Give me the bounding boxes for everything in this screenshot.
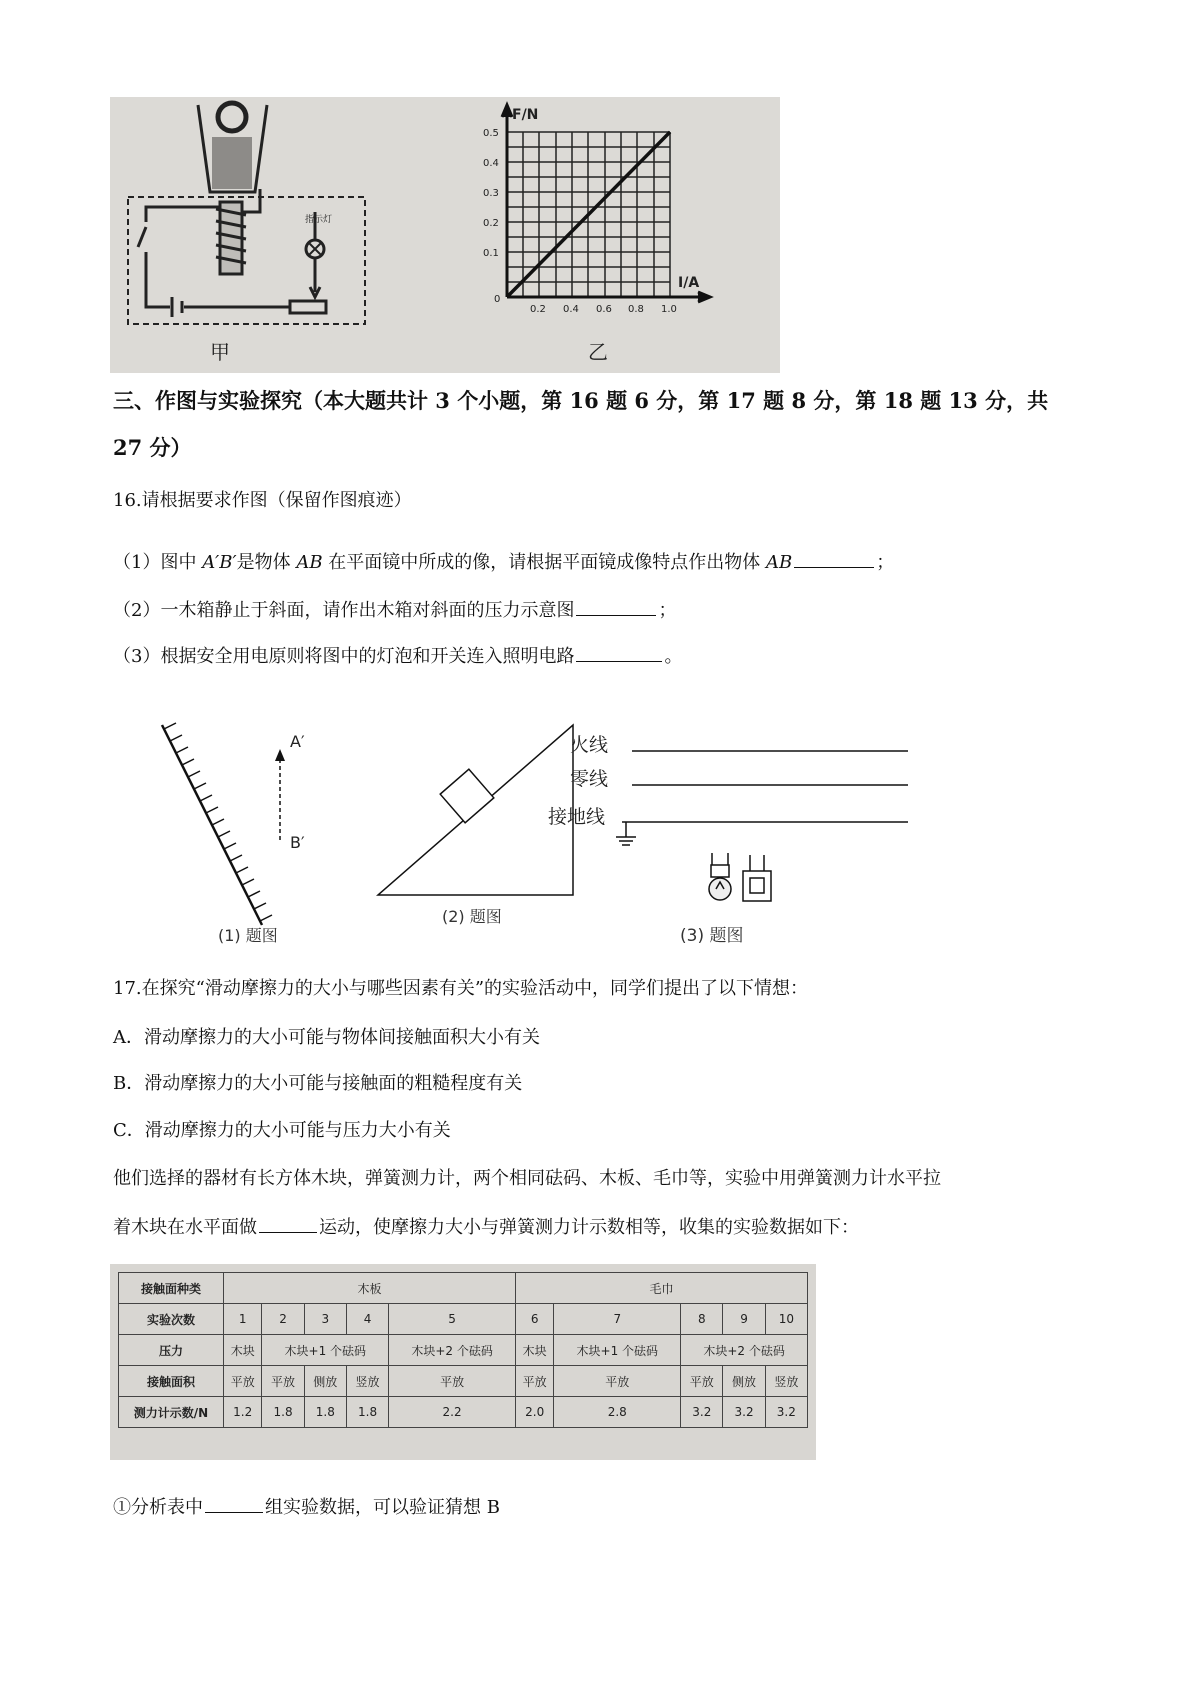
- x-tick: 0.2: [530, 304, 546, 315]
- circuit-figure: [616, 751, 908, 901]
- table-row: [119, 1397, 808, 1428]
- table-cell: 1.8: [262, 1397, 304, 1428]
- table-cell: 木块: [515, 1335, 553, 1366]
- table-cell: 10: [765, 1304, 807, 1335]
- row-header: 压力: [119, 1335, 224, 1366]
- label-a-prime: A′: [290, 732, 305, 751]
- section3-heading-line2: 27 分）: [113, 435, 192, 460]
- x-axis-label: I/A: [678, 275, 700, 291]
- bulb-icon: [709, 853, 731, 900]
- y-tick: 0.1: [483, 248, 499, 259]
- caption-fig3: (3) 题图: [680, 926, 744, 946]
- table-cell: 2.0: [515, 1397, 553, 1428]
- q16-part1: [113, 549, 894, 574]
- table-cell: 竖放: [346, 1366, 388, 1397]
- x-tick: 1.0: [661, 304, 677, 315]
- table-cell: 5: [389, 1304, 516, 1335]
- q16-part2-end: ；: [658, 600, 677, 621]
- incline-figure: [378, 725, 573, 900]
- table-cell: 8: [681, 1304, 723, 1335]
- label-yi: 乙: [588, 340, 608, 364]
- q16-stem: 16.请根据要求作图（保留作图痕迹）: [113, 490, 412, 511]
- q16-part3-text: （3）根据安全用电原则将图中的灯泡和开关连入照明电路: [113, 646, 575, 667]
- caption-fig1: (1) 题图: [218, 926, 278, 945]
- table-cell: 2.2: [389, 1397, 516, 1428]
- table-cell: 1.8: [304, 1397, 346, 1428]
- label-ground-wire: 接地线: [548, 806, 606, 828]
- table-cell: 木块+1 个砝码: [554, 1335, 681, 1366]
- q17-stem: 17.在探究“滑动摩擦力的大小与哪些因素有关”的实验活动中，同学们提出了以下情想：: [113, 978, 809, 999]
- table-cell: 6: [515, 1304, 553, 1335]
- table-cell: 3.2: [723, 1397, 765, 1428]
- x-tick: 0.6: [596, 304, 612, 315]
- table-cell: 木板: [224, 1273, 516, 1304]
- answer-blank[interactable]: [205, 1494, 263, 1513]
- caption-fig2: (2) 题图: [442, 907, 502, 926]
- y-tick: 0.3: [483, 188, 499, 199]
- q17-subquestion-1: [113, 1494, 500, 1519]
- table-cell: 木块: [224, 1335, 262, 1366]
- q17-sub1-text-b: 组实验数据，可以验证猜想 B: [265, 1497, 500, 1518]
- x-tick: 0.8: [628, 304, 644, 315]
- y-axis-label: F/N: [512, 107, 539, 123]
- table-cell: 侧放: [723, 1366, 765, 1397]
- figure-electromagnet-svg: [110, 97, 780, 373]
- table-cell: 竖放: [765, 1366, 807, 1397]
- circuit-jia: [128, 103, 365, 324]
- y-tick: 0.5: [483, 128, 499, 139]
- table-cell: 4: [346, 1304, 388, 1335]
- q16-object-label-2: AB: [766, 552, 793, 573]
- q17-option-a: A．滑动摩擦力的大小可能与物体间接触面积大小有关: [113, 1027, 540, 1048]
- table-cell: 木块+2 个砝码: [389, 1335, 516, 1366]
- data-table: [118, 1272, 808, 1428]
- table-cell: 1.2: [224, 1397, 262, 1428]
- q17-p2-text-b: 运动，使摩擦力大小与弹簧测力计示数相等，收集的实验数据如下：: [319, 1217, 859, 1238]
- q16-part1-end: ；: [876, 552, 895, 573]
- row-header: 接触面积: [119, 1366, 224, 1397]
- q16-part1-text-b: 是物体: [236, 552, 297, 573]
- y-tick: 0.4: [483, 158, 499, 169]
- x-tick: 0.4: [563, 304, 579, 315]
- table-cell: 3.2: [765, 1397, 807, 1428]
- table-row: [119, 1335, 808, 1366]
- table-cell: 平放: [389, 1366, 516, 1397]
- table-cell: 2: [262, 1304, 304, 1335]
- q17-paragraph-line1: 他们选择的器材有长方体木块，弹簧测力计，两个相同砝码、木板、毛巾等，实验中用弹簧测力计水平拉: [113, 1168, 941, 1189]
- graph-yi: [483, 105, 710, 364]
- q17-option-c: C．滑动摩擦力的大小可能与压力大小有关: [113, 1120, 451, 1141]
- table-cell: 2.8: [554, 1397, 681, 1428]
- q16-figures: [150, 715, 920, 955]
- q16-part2-text: （2）一木箱静止于斜面，请作出木箱对斜面的压力示意图: [113, 600, 575, 621]
- section3-heading-line1: 三、作图与实验探究（本大题共计 3 个小题，第 16 题 6 分，第 17 题 8 分，第 18 题 13 分，共: [113, 388, 1049, 413]
- table-cell: 平放: [224, 1366, 262, 1397]
- table-cell: 侧放: [304, 1366, 346, 1397]
- q16-part3: [113, 643, 682, 668]
- row-header: 接触面种类: [119, 1273, 224, 1304]
- table-cell: 平放: [515, 1366, 553, 1397]
- table-cell: 9: [723, 1304, 765, 1335]
- mirror-figure: [162, 723, 285, 925]
- label-jia: 甲: [210, 340, 230, 364]
- table-cell: 平放: [262, 1366, 304, 1397]
- q16-part1-text-c: 在平面镜中所成的像，请根据平面镜成像特点作出物体: [322, 552, 767, 573]
- table-cell: 1: [224, 1304, 262, 1335]
- table-cell: 7: [554, 1304, 681, 1335]
- q16-image-label: A′B′: [202, 552, 237, 573]
- table-row: [119, 1366, 808, 1397]
- answer-blank[interactable]: [259, 1214, 317, 1233]
- table-cell: 木块+2 个砝码: [681, 1335, 808, 1366]
- table-row: [119, 1304, 808, 1335]
- switch-icon: [743, 855, 771, 901]
- q16-object-label: AB: [296, 552, 323, 573]
- figure-electromagnet-photo: [110, 97, 780, 373]
- answer-blank[interactable]: [794, 549, 874, 568]
- data-table-photo: [110, 1264, 816, 1460]
- q17-p2-text-a: 着木块在水平面做: [113, 1217, 257, 1238]
- q16-part1-text-a: （1）图中: [113, 552, 203, 573]
- label-b-prime: B′: [290, 833, 305, 852]
- table-cell: 3: [304, 1304, 346, 1335]
- row-header: 实验次数: [119, 1304, 224, 1335]
- q16-part3-end: 。: [664, 646, 683, 667]
- y-tick: 0.2: [483, 218, 499, 229]
- row-header: 测力计示数/N: [119, 1397, 224, 1428]
- answer-blank[interactable]: [576, 597, 656, 616]
- table-row: [119, 1273, 808, 1304]
- table-cell: 平放: [681, 1366, 723, 1397]
- table-cell: 1.8: [346, 1397, 388, 1428]
- q16-part2: [113, 597, 676, 622]
- q17-sub1-text-a: ①分析表中: [113, 1497, 203, 1518]
- label-live-wire: 火线: [570, 734, 609, 756]
- table-cell: 毛巾: [515, 1273, 807, 1304]
- table-cell: 木块+1 个砝码: [262, 1335, 389, 1366]
- q17-paragraph-line2: [113, 1214, 859, 1239]
- origin-label: 0: [494, 294, 501, 305]
- q17-option-b: B．滑动摩擦力的大小可能与接触面的粗糙程度有关: [113, 1073, 523, 1094]
- indicator-lamp-label: 指示灯: [305, 215, 333, 225]
- table-cell: 3.2: [681, 1397, 723, 1428]
- table-cell: 平放: [554, 1366, 681, 1397]
- label-neutral-wire: 零线: [570, 768, 609, 790]
- answer-blank[interactable]: [576, 643, 662, 662]
